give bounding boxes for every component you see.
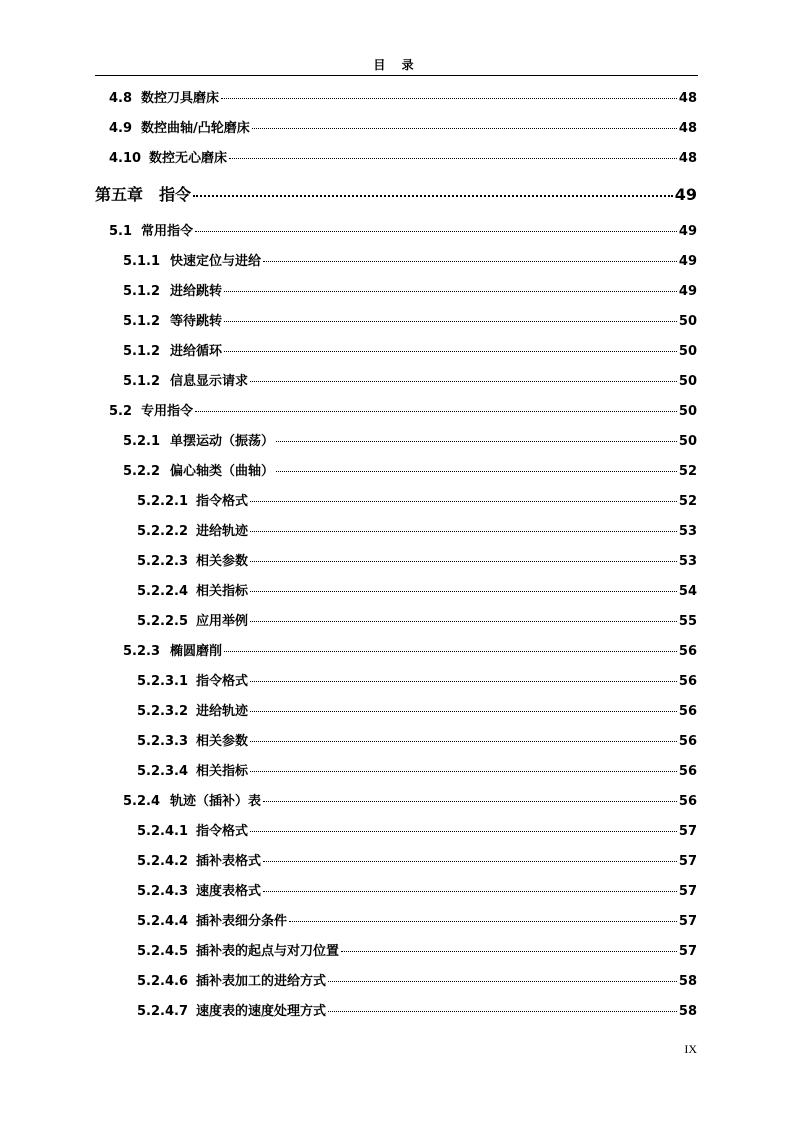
toc-entry-page: 50 [678, 434, 697, 449]
toc-entry-page: 49 [678, 254, 697, 269]
toc-entry[interactable] [137, 582, 697, 602]
toc-entry-title: 插补表的起点与对刀位置 [196, 944, 340, 959]
toc-entry-page: 53 [678, 524, 697, 539]
toc-entry-title: 指令格式 [196, 494, 249, 509]
toc-entry-title: 进给循环 [170, 344, 223, 359]
toc-entry-number: 5.2.4 [123, 794, 161, 809]
toc-entry-title: 椭圆磨削 [170, 644, 223, 659]
toc-entry-page: 54 [678, 584, 697, 599]
toc-entry[interactable] [137, 672, 697, 692]
toc-entry-title: 偏心轴类（曲轴） [170, 464, 275, 479]
toc-entry-title: 指令格式 [196, 674, 249, 689]
toc-entry-page: 50 [678, 404, 697, 419]
toc-entry-page: 50 [678, 374, 697, 389]
toc-leader-dots [195, 411, 677, 412]
toc-entry-page: 56 [678, 734, 697, 749]
toc-entry[interactable] [123, 642, 697, 662]
toc-entry-number: 5.1 [109, 224, 133, 239]
toc-leader-dots [224, 651, 677, 652]
toc-entry-number: 5.2.3.4 [137, 764, 188, 779]
toc-leader-dots [263, 261, 677, 262]
toc-entry[interactable] [137, 912, 697, 932]
toc-entry-number: 5.1.1 [123, 254, 161, 269]
toc-entry-title: 数控刀具磨床 [141, 91, 220, 106]
toc-leader-dots [250, 831, 677, 832]
toc-entry-page: 50 [678, 344, 697, 359]
toc-entry-page: 57 [678, 824, 697, 839]
toc-entry-number: 5.2.4.2 [137, 854, 188, 869]
toc-leader-dots [328, 1011, 677, 1012]
toc-entry[interactable] [123, 252, 697, 272]
toc-entry-title: 常用指令 [141, 224, 194, 239]
toc-entry-number: 5.2.4.5 [137, 944, 188, 959]
toc-entry-number: 5.1.2 [123, 284, 161, 299]
toc-entry-number: 第五章 [95, 185, 144, 204]
toc-entry-number: 4.10 [109, 151, 142, 166]
toc-leader-dots [250, 711, 677, 712]
toc-leader-dots [224, 291, 677, 292]
toc-entry-page: 57 [678, 944, 697, 959]
toc-entry[interactable] [137, 882, 697, 902]
toc-entry-number: 5.2.2 [123, 464, 161, 479]
toc-entry-title: 相关参数 [196, 554, 249, 569]
page-header-title: 目 录 [373, 58, 420, 72]
toc-leader-dots [250, 531, 677, 532]
toc-entry-number: 5.2.4.6 [137, 974, 188, 989]
toc-entry-number: 5.2.3.1 [137, 674, 188, 689]
toc-entry-title: 插补表加工的进给方式 [196, 974, 327, 989]
toc-leader-dots [224, 321, 677, 322]
toc-entry-number: 5.2.2.4 [137, 584, 188, 599]
toc-entry[interactable] [137, 1002, 697, 1022]
toc-leader-dots [250, 771, 677, 772]
toc-leader-dots [263, 891, 677, 892]
toc-leader-dots [341, 951, 677, 952]
toc-entry[interactable] [137, 522, 697, 542]
toc-leader-dots [250, 621, 677, 622]
toc-entry[interactable] [137, 852, 697, 872]
toc-entry-page: 57 [678, 914, 697, 929]
toc-entry-page: 49 [674, 185, 697, 204]
toc-entry[interactable] [123, 462, 697, 482]
toc-entry-number: 5.2.4.1 [137, 824, 188, 839]
toc-entry-title: 数控无心磨床 [149, 151, 228, 166]
toc-leader-dots [221, 98, 677, 99]
toc-entry-page: 48 [678, 121, 697, 136]
toc-entry-number: 5.2.4.4 [137, 914, 188, 929]
toc-entry-number: 5.1.2 [123, 374, 161, 389]
toc-leader-dots [250, 561, 677, 562]
toc-leader-dots [250, 501, 677, 502]
toc-entry-title: 指令格式 [196, 824, 249, 839]
toc-entry-page: 57 [678, 854, 697, 869]
toc-entry-title: 指令 [159, 185, 192, 204]
toc-entry-title: 速度表的速度处理方式 [196, 1004, 327, 1019]
toc-entry[interactable] [123, 282, 697, 302]
toc-entry[interactable] [137, 822, 697, 842]
toc-entry-title: 插补表格式 [196, 854, 262, 869]
toc-entry-page: 58 [678, 974, 697, 989]
toc-entry-title: 数控曲轴/凸轮磨床 [141, 121, 250, 136]
toc-entry-page: 50 [678, 314, 697, 329]
toc-leader-dots [224, 351, 677, 352]
toc-entry-title: 应用举例 [196, 614, 249, 629]
toc-entry[interactable] [137, 762, 697, 782]
toc-entry-number: 5.2.3.2 [137, 704, 188, 719]
toc-entry[interactable] [137, 972, 697, 992]
toc-entry-number: 5.2.3 [123, 644, 161, 659]
toc-entry-number: 4.8 [109, 91, 133, 106]
toc-entry[interactable] [123, 312, 697, 332]
toc-entry[interactable] [123, 342, 697, 362]
toc-leader-dots [276, 471, 677, 472]
toc-entry-number: 5.1.2 [123, 314, 161, 329]
toc-entry-title: 相关指标 [196, 584, 249, 599]
toc-entry-page: 56 [678, 704, 697, 719]
toc-entry-number: 5.2.3.3 [137, 734, 188, 749]
toc-entry-page: 58 [678, 1004, 697, 1019]
toc-entry-number: 5.1.2 [123, 344, 161, 359]
toc-entry[interactable] [109, 149, 697, 169]
toc-entry-page: 56 [678, 794, 697, 809]
toc-entry-title: 信息显示请求 [170, 374, 249, 389]
toc-entry-number: 5.2.4.7 [137, 1004, 188, 1019]
toc-entry-page: 52 [678, 494, 697, 509]
toc-leader-dots [195, 231, 677, 232]
toc-entry-page: 48 [678, 91, 697, 106]
toc-entry-title: 速度表格式 [196, 884, 262, 899]
toc-entry[interactable] [95, 183, 697, 207]
toc-entry[interactable] [137, 492, 697, 512]
toc-leader-dots [250, 741, 677, 742]
toc-entry[interactable] [109, 119, 697, 139]
toc-leader-dots [193, 195, 673, 197]
toc-leader-dots [250, 381, 677, 382]
toc-entry[interactable] [123, 432, 697, 452]
toc-entry-page: 49 [678, 224, 697, 239]
toc-entry-title: 进给跳转 [170, 284, 223, 299]
toc-entry-title: 相关指标 [196, 764, 249, 779]
toc-entry-number: 5.2.2.2 [137, 524, 188, 539]
toc-entry[interactable] [123, 372, 697, 392]
toc-entry-title: 轨迹（插补）表 [170, 794, 262, 809]
header-rule [95, 75, 698, 76]
toc-entry[interactable] [137, 702, 697, 722]
toc-leader-dots [252, 128, 677, 129]
toc-entry-page: 55 [678, 614, 697, 629]
toc-entry[interactable] [137, 612, 697, 632]
toc-entry-number: 5.2 [109, 404, 133, 419]
toc-entry-page: 49 [678, 284, 697, 299]
toc-entry-page: 53 [678, 554, 697, 569]
toc-entry-number: 5.2.2.1 [137, 494, 188, 509]
toc-leader-dots [276, 441, 677, 442]
toc-leader-dots [250, 681, 677, 682]
toc-entry[interactable] [109, 402, 697, 422]
toc-entry[interactable] [137, 552, 697, 572]
toc-entry[interactable] [109, 222, 697, 242]
toc-entry-title: 等待跳转 [170, 314, 223, 329]
toc-entry-title: 相关参数 [196, 734, 249, 749]
page-number: IX [684, 1042, 697, 1056]
toc-entry-title: 进给轨迹 [196, 704, 249, 719]
toc-leader-dots [289, 921, 677, 922]
toc-entry[interactable] [137, 732, 697, 752]
toc-entry[interactable] [137, 942, 697, 962]
toc-leader-dots [263, 861, 677, 862]
toc-entry-number: 5.2.4.3 [137, 884, 188, 899]
toc-entry[interactable] [109, 89, 697, 109]
toc-entry-title: 快速定位与进给 [170, 254, 262, 269]
toc-entry-number: 5.2.1 [123, 434, 161, 449]
toc-entry-number: 4.9 [109, 121, 133, 136]
toc-leader-dots [263, 801, 677, 802]
toc-entry-page: 48 [678, 151, 697, 166]
toc-entry-number: 5.2.2.5 [137, 614, 188, 629]
toc-entry-number: 5.2.2.3 [137, 554, 188, 569]
toc-leader-dots [250, 591, 677, 592]
toc-leader-dots [229, 158, 677, 159]
toc-entry-title: 插补表细分条件 [196, 914, 288, 929]
toc-entry-title: 专用指令 [141, 404, 194, 419]
toc-entry[interactable] [123, 792, 697, 812]
toc-entry-page: 56 [678, 674, 697, 689]
toc-entry-title: 进给轨迹 [196, 524, 249, 539]
toc-entry-page: 56 [678, 644, 697, 659]
toc-leader-dots [328, 981, 677, 982]
toc-entry-page: 52 [678, 464, 697, 479]
toc-entry-title: 单摆运动（振荡） [170, 434, 275, 449]
toc-entry-page: 57 [678, 884, 697, 899]
toc-entry-page: 56 [678, 764, 697, 779]
